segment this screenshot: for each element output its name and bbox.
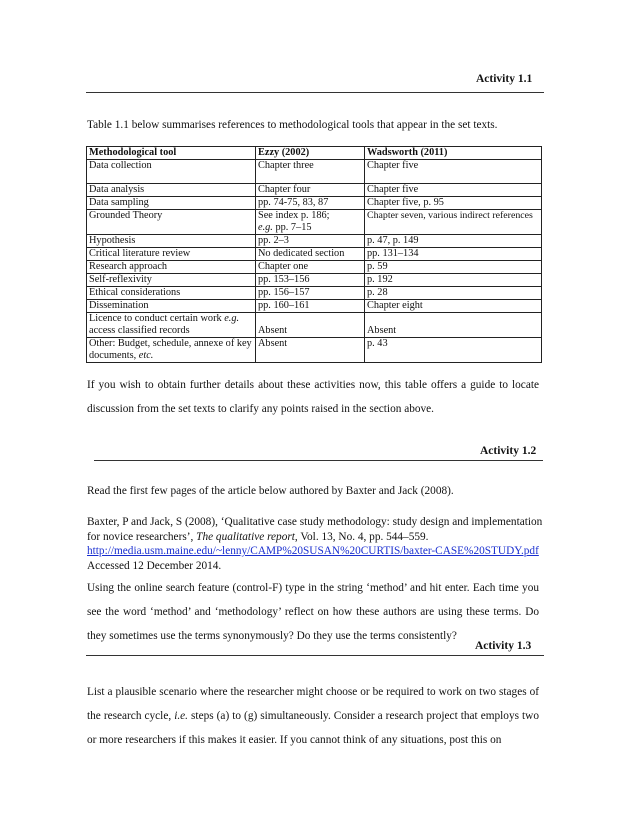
table-cell: Chapter five, p. 95	[365, 197, 542, 210]
reference-volume: , Vol. 13, No. 4, pp. 544–559.	[294, 530, 429, 543]
activity-1-2-rule	[94, 460, 543, 461]
table-row	[87, 287, 542, 300]
table-row	[87, 338, 542, 363]
table-cell: p. 28	[365, 287, 542, 300]
table-cell: Chapter three	[256, 160, 365, 184]
table-cell: Licence to conduct certain work e.g. access classified records	[87, 313, 256, 338]
table-cell: Chapter five	[365, 160, 542, 184]
table-cell: p. 47, p. 149	[365, 235, 542, 248]
table-row	[87, 197, 542, 210]
table-row	[87, 300, 542, 313]
table-cell: Chapter four	[256, 184, 365, 197]
activity-1-3-text: List a plausible scenario where the researcher might choose or be required to work on two stages of the research cycle, i.e. steps (a) to (g) simultaneously. Consider a research project that employs two or more researchers if this makes it easier. If you cannot think of any situations, post this on	[87, 686, 539, 746]
table-cell: Chapter eight	[365, 300, 542, 313]
activity-1-1-intro: Table 1.1 below summarises references to methodological tools that appear in the set texts.	[87, 119, 498, 131]
table-row	[87, 184, 542, 197]
table-cell: p. 43	[365, 338, 542, 363]
activity-1-3-rule	[86, 655, 544, 656]
table-cell: pp. 131–134	[365, 248, 542, 261]
licence-wadsworth: Absent	[367, 325, 397, 336]
table-row	[87, 261, 542, 274]
table-cell: No dedicated section	[256, 248, 365, 261]
table-cell	[365, 313, 542, 338]
table-cell	[256, 313, 365, 338]
activity-1-3-title: Activity 1.3	[475, 640, 532, 652]
table-cell: Dissemination	[87, 300, 256, 313]
table-header-wadsworth: Wadsworth (2011)	[365, 147, 542, 160]
table-cell: Data analysis	[87, 184, 256, 197]
reference-accessed: Accessed 12 December 2014.	[87, 559, 222, 572]
activity-1-1-after-text: If you wish to obtain further details about these activities now, this table offers a guide to locate discussion from the set texts to clarify any points raised in the section above.	[87, 379, 539, 415]
table-row	[87, 274, 542, 287]
table-cell: pp. 156–157	[256, 287, 365, 300]
table-row	[87, 313, 542, 338]
table-cell: p. 192	[365, 274, 542, 287]
activity-1-1-title: Activity 1.1	[476, 73, 533, 85]
table-cell: Critical literature review	[87, 248, 256, 261]
activity-1-1-rule	[86, 92, 544, 93]
table-cell: Ethical considerations	[87, 287, 256, 300]
table-row	[87, 160, 542, 184]
table-cell: Chapter five	[365, 184, 542, 197]
table-cell: Hypothesis	[87, 235, 256, 248]
methodological-tools-table	[86, 146, 542, 363]
table-cell: pp. 153–156	[256, 274, 365, 287]
table-cell: pp. 160–161	[256, 300, 365, 313]
table-cell: p. 59	[365, 261, 542, 274]
table-cell: Chapter one	[256, 261, 365, 274]
licence-ezzy: Absent	[258, 325, 288, 336]
reference-journal: The qualitative report	[196, 530, 295, 543]
table-cell: Absent	[256, 338, 365, 363]
table-row	[87, 235, 542, 248]
reference-url-link[interactable]: http://media.usm.maine.edu/~lenny/CAMP%20SUSAN%20CURTIS/baxter-CASE%20STUDY.pdf	[87, 545, 539, 557]
reference-authors: Baxter, P and Jack, S (2008), ‘Qualitative case study methodology: study design and implementation	[87, 516, 543, 528]
table-cell: Self-reflexivity	[87, 274, 256, 287]
table-cell	[256, 210, 365, 235]
reference-title-end: for novice researchers’,	[87, 530, 197, 543]
grounded-theory-ezzy-example: e.g. pp. 7–15	[258, 222, 312, 233]
activity-1-2-title: Activity 1.2	[480, 445, 537, 457]
table-cell: pp. 74-75, 83, 87	[256, 197, 365, 210]
table-cell: Other: Budget, schedule, annexe of key documents, etc.	[87, 338, 256, 363]
table-cell: Data collection	[87, 160, 256, 184]
table-header-ezzy: Ezzy (2002)	[256, 147, 365, 160]
table-cell: pp. 2–3	[256, 235, 365, 248]
table-cell: Data sampling	[87, 197, 256, 210]
table-cell: Grounded Theory	[87, 210, 256, 235]
reference-line-2	[87, 530, 547, 545]
table-header-tool: Methodological tool	[87, 147, 256, 160]
grounded-theory-ezzy: See index p. 186;	[258, 210, 330, 221]
activity-1-2-task: Using the online search feature (control-F) type in the string ‘method’ and hit enter. Each time you see the word ‘method’ and ‘methodology’ reflect on how these authors are using these terms. Do they sometimes use the terms synonymously? Do they use the terms consistently?	[87, 582, 539, 642]
table-cell: Chapter seven, various indirect references	[365, 210, 542, 235]
table-row	[87, 210, 542, 235]
reference-block	[87, 515, 547, 573]
activity-1-2-intro: Read the first few pages of the article below authored by Baxter and Jack (2008).	[87, 485, 454, 497]
table-header-row	[87, 147, 542, 160]
table-cell: Research approach	[87, 261, 256, 274]
table-row	[87, 248, 542, 261]
